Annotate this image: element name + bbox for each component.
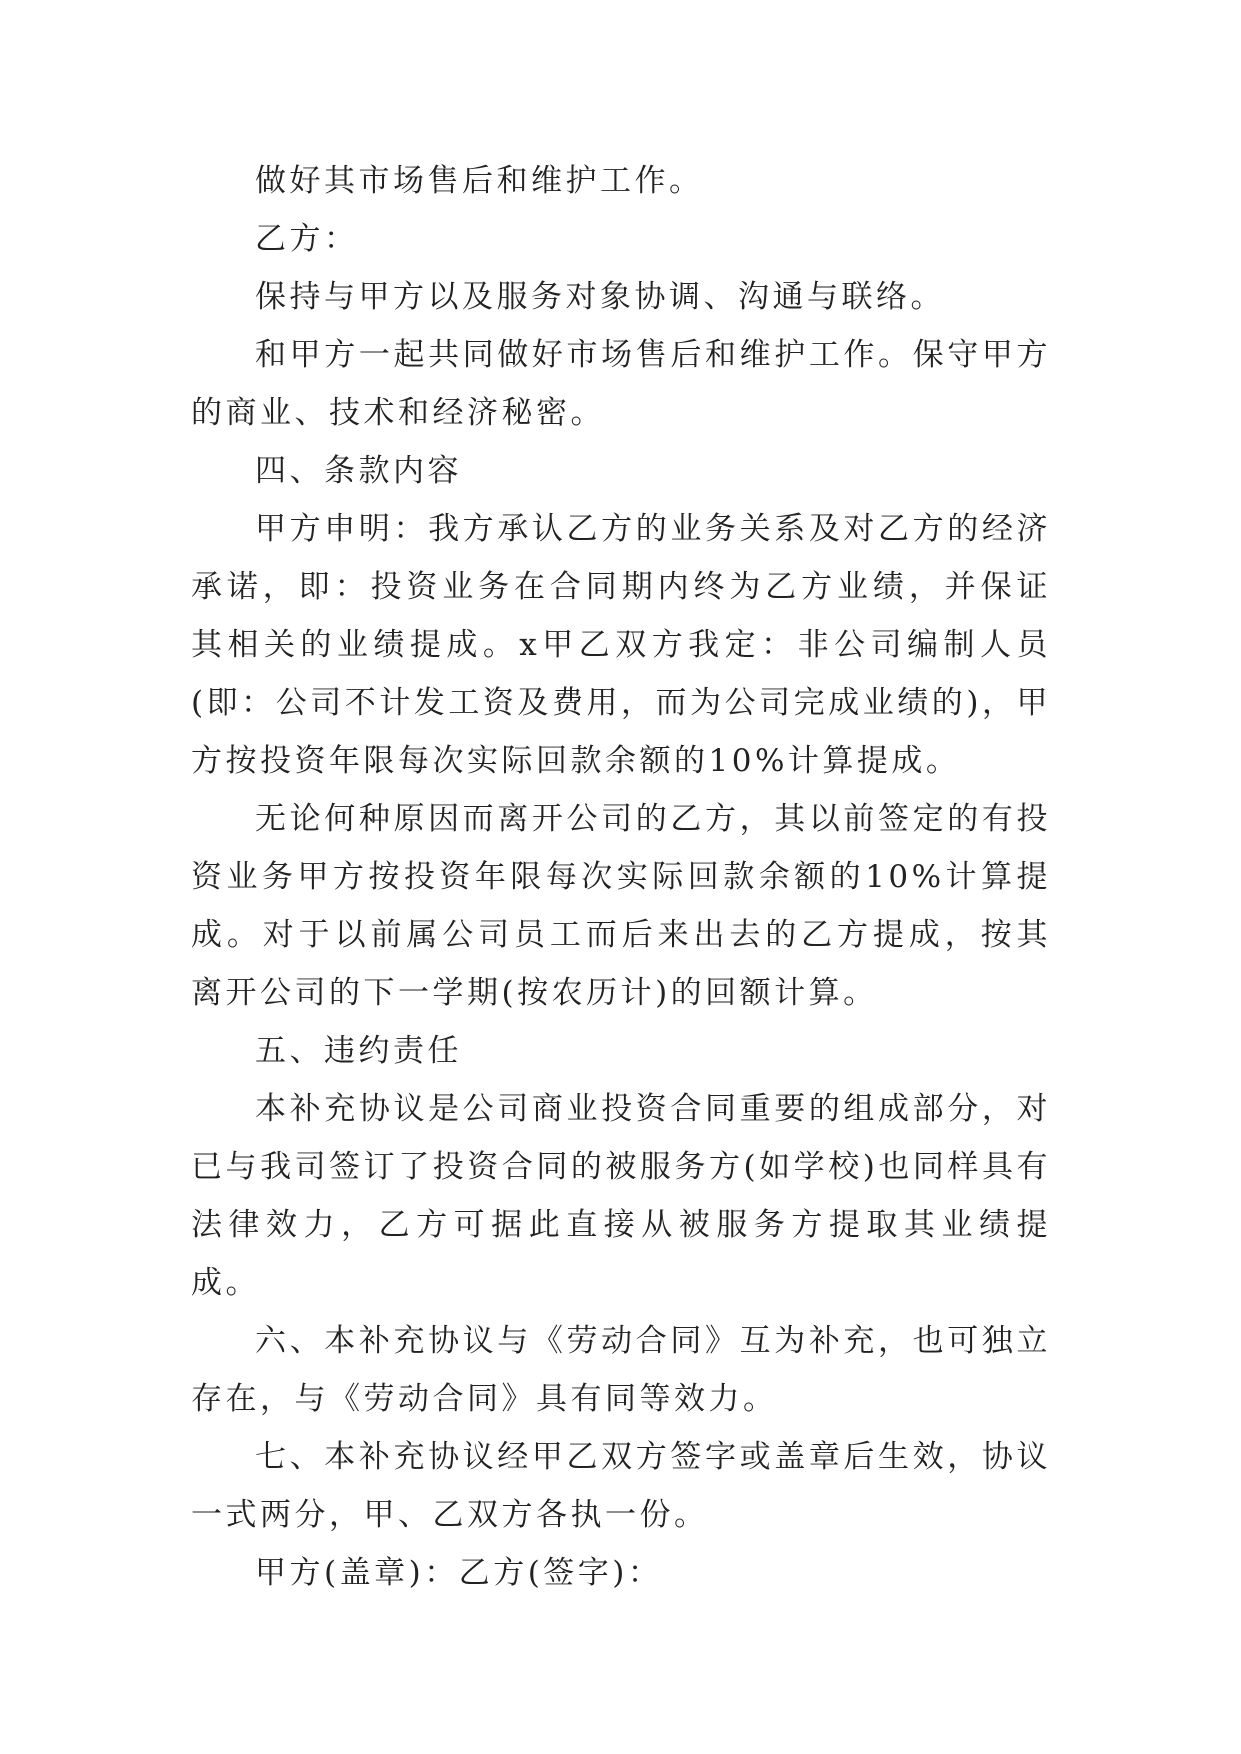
section-heading-liability: 五、违约责任 [255, 1033, 462, 1069]
section-heading-clauses: 四、条款内容 [255, 453, 462, 489]
paragraph-confidentiality: 和甲方一起共同做好市场售后和维护工作。保守甲方的商业、技术和经济秘密。 [191, 337, 1051, 431]
paragraph-party-b-label: 乙方： [255, 221, 359, 257]
paragraph-labor-contract: 六、本补充协议与《劳动合同》互为补充，也可独立存在，与《劳动合同》具有同等效力。 [191, 1323, 1051, 1417]
document-body [191, 152, 1051, 1602]
paragraph-after-sales: 做好其市场售后和维护工作。 [255, 163, 704, 199]
paragraph-coordination: 保持与甲方以及服务对象协调、沟通与联络。 [255, 279, 945, 315]
paragraph-party-a-declaration: 甲方申明：我方承认乙方的业务关系及对乙方的经济承诺，即：投资业务在合同期内终为乙方业绩，并保证其相关的业绩提成。x甲乙双方我定：非公司编制人员(即：公司不计发工资及费用，而为公司完成业绩的)，甲方按投资年限每次实际回款余额的10%计算提成。 [191, 511, 1051, 779]
signature-line: 甲方(盖章)：乙方(签字)： [255, 1555, 663, 1591]
paragraph-effective-date: 七、本补充协议经甲乙双方签字或盖章后生效，协议一式两分，甲、乙双方各执一份。 [191, 1439, 1051, 1533]
paragraph-departure-commission: 无论何种原因而离开公司的乙方，其以前签定的有投资业务甲方按投资年限每次实际回款余额的10%计算提成。对于以前属公司员工而后来出去的乙方提成，按其离开公司的下一学期(按农历计)的回额计算。 [191, 801, 1051, 1011]
paragraph-legal-effect: 本补充协议是公司商业投资合同重要的组成部分，对已与我司签订了投资合同的被服务方(如学校)也同样具有法律效力，乙方可据此直接从被服务方提取其业绩提成。 [191, 1091, 1051, 1301]
